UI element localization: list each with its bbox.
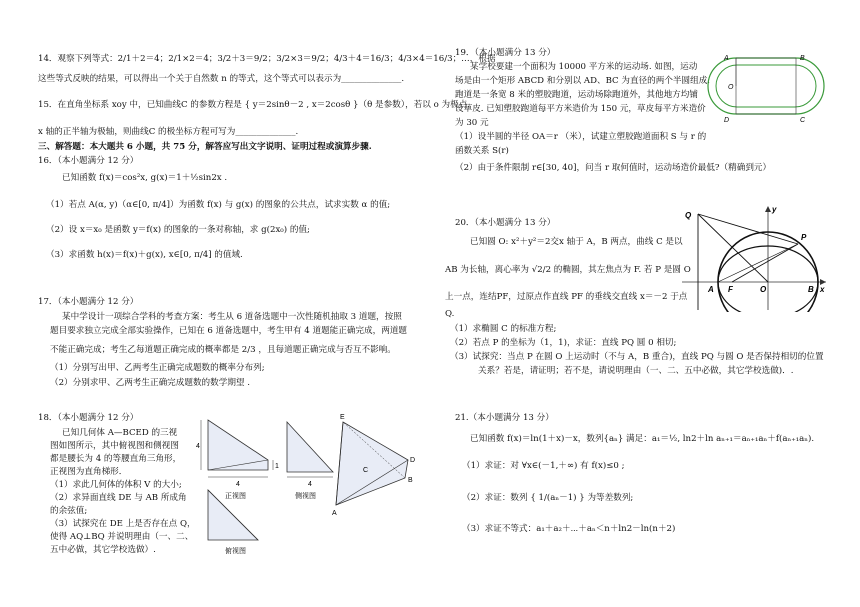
point-B: B: [408, 477, 413, 484]
side-dim-4: 4: [308, 481, 312, 488]
problem-16-q2: （2）设 x＝x₀ 是函数 y＝f(x) 的图象的一条对称轴，求 g(2x₀) 的值;: [46, 225, 310, 235]
track-point-B: B: [800, 55, 805, 62]
problem-19-line1: 某学校要建一个面积为 10000 平方米的运动场. 如图，运动: [470, 62, 698, 72]
front-view-label: 正视图: [225, 493, 246, 500]
fig20-point-P: P: [801, 233, 807, 242]
fig20-axis-x: x: [820, 285, 825, 294]
fig20-point-O: O: [760, 285, 767, 294]
problem-16-given: 已知函数 f(x)＝cos²x, g(x)＝1＋½sin2x .: [62, 173, 228, 183]
problem-19-line3: 跑道是一条宽 8 米的塑胶跑道，运动场除跑道外，其他地方均铺: [455, 90, 698, 100]
problem-14-line1: 14．观察下列等式：2/1＋2＝4；2/1×2＝4；3/2＋3＝9/2；3/2×3＝9/2；4/3＋4＝16/3；4/3×4＝16/3；…，根据: [38, 54, 496, 64]
problem-18-q1: （1）求此几何体的体积 V 的大小;: [50, 480, 182, 490]
problem-18-line2: 图如图所示，其中俯视图和侧视图: [50, 441, 179, 451]
fig20-point-A: A: [708, 285, 714, 294]
problem-19-line2: 场是由一个矩形 ABCD 和分别以 AD、BC 为直径的两个半圆组成.: [455, 76, 711, 86]
problem-17-line1: 某中学设计一项综合学科的考查方案：考生从 6 道备选题中一次性随机抽取 3 道题，按照: [62, 312, 402, 322]
solid-figure: [332, 414, 415, 517]
circle-ellipse-figure: [680, 202, 830, 312]
problem-21-q3: （3）求证不等式：a₁＋a₂＋⋯＋aₙ＜n＋ln2－ln(n＋2): [462, 524, 676, 534]
problem-17-q2: （2）分别求甲、乙两考生正确完成题数的数学期望 .: [50, 378, 250, 388]
front-dim-4-bottom: 4: [236, 481, 240, 488]
problem-18-q3b: 使得 AQ⊥BQ 并说明理由（一、二、: [50, 532, 194, 542]
problem-19-line4: 设草皮. 已知塑胶跑道每平方米造价为 150 元，草皮每平方米造价: [455, 104, 706, 114]
problem-18-line1: 已知几何体 A—BCED 的三视: [62, 428, 178, 438]
problem-15-line2: x 轴的正半轴为极轴，则曲线C 的极坐标方程可写为______________.: [38, 127, 299, 137]
problem-16-head: 16．（本小题满分 12 分）: [38, 156, 139, 166]
side-view: [287, 422, 333, 500]
point-A: A: [332, 510, 337, 517]
problem-17-head: 17．（本小题满分 12 分）: [38, 297, 139, 307]
problem-20-head: 20．（本小题满分 13 分）: [455, 218, 556, 228]
point-D: D: [410, 457, 416, 464]
problem-20-line3: 上一点，连结PF，过原点作直线 PF 的垂线交直线 x＝－2 于点: [445, 292, 688, 302]
three-view-figure: [193, 410, 423, 560]
problem-19-q1b: 函数关系 S(r): [455, 146, 509, 156]
problem-17-line3: 不能正确完成；考生乙每道题正确完成的概率都是 2/3 ，且每道题正确完成与否互不影响。: [50, 345, 396, 355]
problem-17-line2: 题目要求独立完成全部实验操作，已知在 6 道备选题中，考生甲有 4 道题能正确完成，两道题: [50, 326, 408, 336]
section-three-heading: 三、解答题：本大题共 6 小题，共 75 分，解答应写出文字说明、证明过程或演算步骤.: [38, 142, 372, 152]
problem-18-q2b: 的余弦值;: [50, 506, 88, 516]
problem-19-line5: 为 30 元: [455, 118, 489, 128]
problem-19-q1a: （1）设半圆的半径 OA＝r （米），试建立塑胶跑道面积 S 与 r 的: [455, 132, 707, 142]
problem-15-line1: 15．在直角坐标系 xoy 中，已知曲线C 的参数方程是 { y＝2sinθ－2 , x＝2cosθ }（θ 是参数），若以 o 为极点，: [38, 100, 476, 110]
track-point-D: D: [724, 117, 730, 122]
problem-20-q2: （2）若点 P 的坐标为（1，1)，求证：直线 PQ 圆 0 相切;: [450, 338, 677, 348]
problem-20-q3a: （3）试探究：当点 P 在圆 O 上运动时（不与 A，B 重合)，直线 PQ 与圆 O 是否保持相切的位置: [450, 352, 824, 362]
point-C: C: [363, 467, 369, 474]
front-dim-1: 1: [275, 463, 279, 470]
problem-20-line4: Q.: [445, 309, 455, 319]
point-E: E: [340, 414, 345, 421]
track-point-C: C: [800, 117, 806, 122]
problem-14-line2: 这些等式反映的结果，可以得出一个关于自然数 n 的等式，这个等式可以表示为______________.: [38, 74, 405, 84]
problem-20-q1: （1）求椭圆 C 的标准方程;: [450, 324, 557, 334]
problem-21-head: 21.（本小题满分 13 分）: [455, 413, 554, 423]
problem-16-q3: （3）求函数 h(x)＝f(x)＋g(x), x∈[0, π/4] 的值域.: [46, 250, 243, 260]
front-dim-4: 4: [196, 443, 200, 450]
fig20-axis-y: y: [772, 205, 777, 214]
problem-20-q3b: 关系？若是，请证明；若不是，请说明理由（一、二、五中必做，其它学校选做)．.: [478, 366, 794, 376]
track-figure: [700, 52, 830, 122]
track-point-A: A: [724, 55, 729, 62]
problem-21-q1: （1）求证：对 ∀x∈(－1,＋∞) 有 f(x)≤0 ;: [462, 461, 625, 471]
problem-18-line3: 都是腰长为 4 的等腰直角三角形，: [50, 454, 182, 464]
track-point-O: O: [728, 84, 734, 91]
problem-19-head: 19．（本小题满分 13 分）: [455, 48, 556, 58]
problem-18-q2a: （2）求异面直线 DE 与 AB 所成角: [50, 493, 187, 503]
fig20-point-F: F: [728, 285, 733, 294]
problem-20-line2: AB 为长轴，离心率为 √2/2 的椭圆，其左焦点为 F. 若 P 是圆 O: [445, 265, 691, 275]
problem-18-head: 18．（本小题满分 12 分）: [38, 413, 139, 423]
fig20-point-B: B: [808, 285, 814, 294]
problem-21-q2: （2）求证：数列 { 1/(aₙ－1) } 为等差数列;: [462, 493, 634, 503]
problem-18-line4: 正视图为直角梯形．: [50, 467, 128, 477]
problem-18-q3c: 五中必做，其它学校选做）.: [50, 545, 156, 555]
problem-17-q1: （1）分别写出甲、乙两考生正确完成题数的概率分布列;: [50, 363, 265, 373]
side-view-label: 侧视图: [295, 493, 316, 500]
fig20-point-Q: Q: [685, 211, 692, 220]
problem-16-q1: （1）若点 A(α, y)（α∈[0, π/4]）为函数 f(x) 与 g(x) 的图象的公共点，试求实数 α 的值;: [46, 200, 391, 210]
problem-18-q3a: （3）试探究在 DE 上是否存在点 Q，: [50, 519, 196, 529]
problem-20-line1: 已知圆 O: x²＋y²＝2交x 轴于 A，B 两点，曲线 C 是以: [470, 237, 683, 247]
problem-19-q2: （2）由于条件限制 r∈[30, 40]，问当 r 取何值时，运动场造价最低?（精确到元）: [455, 163, 772, 173]
top-view-label: 俯视图: [225, 548, 246, 555]
problem-21-given: 已知函数 f(x)＝ln(1＋x)－x，数列{aₙ} 满足：a₁＝½, ln2＋ln aₙ₊₁＝aₙ₊₁aₙ＋f(aₙ₊₁aₙ).: [470, 434, 815, 444]
front-view: [196, 420, 279, 500]
